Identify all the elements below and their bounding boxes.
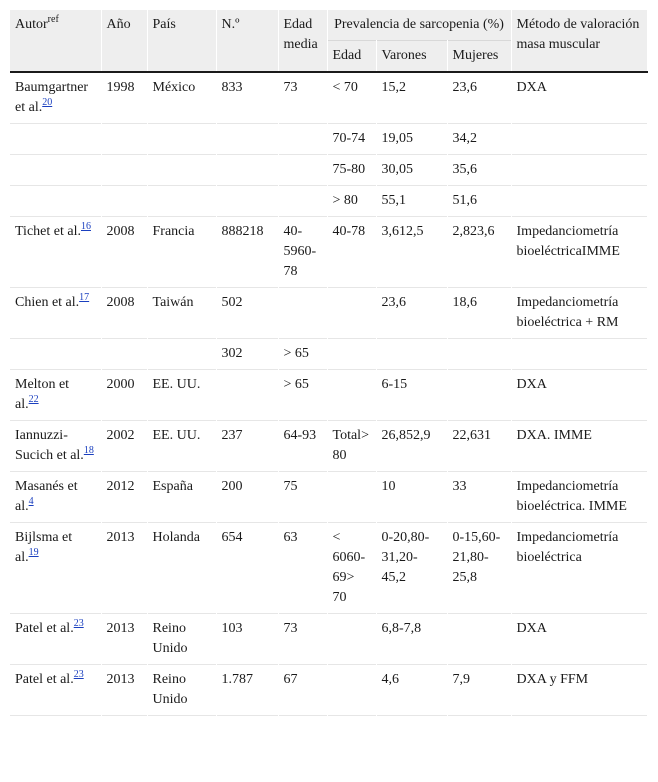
cell-varones: 4,6 (376, 665, 447, 716)
cell-pais: México (147, 72, 216, 124)
table-row (10, 155, 647, 186)
cell-mujeres: 0-15,60-21,80-25,8 (447, 523, 511, 614)
cell-mujeres (447, 370, 511, 421)
cell-varones: 26,852,9 (376, 421, 447, 472)
cell-edad-media: 73 (278, 72, 327, 124)
cell-metodo (511, 155, 647, 186)
cell-anio (101, 186, 147, 217)
cell-pais: Francia (147, 217, 216, 288)
cell-n (216, 155, 278, 186)
cell-mujeres: 18,6 (447, 288, 511, 339)
header-pais: País (147, 10, 216, 72)
cell-edad (327, 339, 376, 370)
cell-anio: 1998 (101, 72, 147, 124)
cell-varones: 30,05 (376, 155, 447, 186)
cell-edad-media: > 65 (278, 370, 327, 421)
table-row (10, 288, 647, 339)
cell-n: 654 (216, 523, 278, 614)
cell-edad-media: > 65 (278, 339, 327, 370)
cell-mujeres (447, 339, 511, 370)
table-header (10, 10, 647, 72)
cell-edad: < 6060-69> 70 (327, 523, 376, 614)
table-row (10, 186, 647, 217)
header-mujeres: Mujeres (447, 41, 511, 73)
cell-autor: Iannuzzi-Sucich et al.$^{18}$ (10, 421, 101, 472)
cell-edad: > 80 (327, 186, 376, 217)
reference-link[interactable]: 22 (28, 394, 39, 405)
table-row (10, 72, 647, 124)
sarcopenia-prevalence-table (10, 10, 648, 716)
cell-varones: 55,1 (376, 186, 447, 217)
cell-metodo (511, 339, 647, 370)
cell-metodo: DXA (511, 72, 647, 124)
cell-edad-media: 75 (278, 472, 327, 523)
cell-metodo: DXA (511, 370, 647, 421)
cell-autor (10, 155, 101, 186)
cell-n: 833 (216, 72, 278, 124)
cell-n (216, 186, 278, 217)
table-row (10, 421, 647, 472)
reference-link[interactable]: 23 (73, 618, 84, 629)
cell-metodo: DXA (511, 614, 647, 665)
cell-anio: 2002 (101, 421, 147, 472)
cell-varones (376, 339, 447, 370)
cell-n: 302 (216, 339, 278, 370)
cell-autor: Bijlsma et al.$^{19}$ (10, 523, 101, 614)
cell-pais: Holanda (147, 523, 216, 614)
cell-n (216, 124, 278, 155)
cell-pais: EE. UU. (147, 421, 216, 472)
cell-edad-media (278, 186, 327, 217)
cell-metodo (511, 186, 647, 217)
cell-mujeres: 33 (447, 472, 511, 523)
cell-metodo: Impedanciometría bioeléctrica (511, 523, 647, 614)
cell-autor (10, 339, 101, 370)
reference-link[interactable]: 4 (28, 496, 34, 507)
reference-link[interactable]: 23 (73, 669, 84, 680)
cell-edad-media: 40-5960-78 (278, 217, 327, 288)
cell-autor: Baumgartner et al.$^{20}$ (10, 72, 101, 124)
cell-mujeres: 7,9 (447, 665, 511, 716)
cell-mujeres: 35,6 (447, 155, 511, 186)
cell-metodo (511, 124, 647, 155)
table-row (10, 124, 647, 155)
cell-n: 502 (216, 288, 278, 339)
header-varones: Varones (376, 41, 447, 73)
cell-anio (101, 339, 147, 370)
cell-mujeres: 2,823,6 (447, 217, 511, 288)
cell-edad-media (278, 288, 327, 339)
cell-n: 103 (216, 614, 278, 665)
cell-anio: 2008 (101, 288, 147, 339)
cell-edad-media: 67 (278, 665, 327, 716)
header-anio: Año (101, 10, 147, 72)
cell-n: 1.787 (216, 665, 278, 716)
cell-varones: 10 (376, 472, 447, 523)
header-autor: Autor$^{ref}$ (10, 10, 101, 72)
cell-autor: Patel et al.$^{23}$ (10, 665, 101, 716)
cell-metodo: Impedanciometría bioeléctrica + RM (511, 288, 647, 339)
cell-varones: 23,6 (376, 288, 447, 339)
cell-edad-media (278, 124, 327, 155)
cell-metodo: Impedanciometría bioeléctrica. IMME (511, 472, 647, 523)
cell-varones: 6,8-7,8 (376, 614, 447, 665)
cell-autor (10, 186, 101, 217)
cell-edad-media: 64-93 (278, 421, 327, 472)
table-body (10, 72, 647, 716)
cell-anio: 2000 (101, 370, 147, 421)
cell-pais (147, 339, 216, 370)
cell-edad: < 70 (327, 72, 376, 124)
reference-link[interactable]: 16 (80, 221, 91, 232)
cell-mujeres: 34,2 (447, 124, 511, 155)
cell-pais: Taiwán (147, 288, 216, 339)
header-n: N.º (216, 10, 278, 72)
table-row (10, 339, 647, 370)
cell-mujeres: 22,631 (447, 421, 511, 472)
cell-n (216, 370, 278, 421)
cell-varones: 6-15 (376, 370, 447, 421)
cell-metodo: DXA. IMME (511, 421, 647, 472)
cell-pais: España (147, 472, 216, 523)
cell-anio: 2013 (101, 523, 147, 614)
cell-edad: 40-78 (327, 217, 376, 288)
cell-anio: 2008 (101, 217, 147, 288)
table-row (10, 217, 647, 288)
cell-varones: 0-20,80-31,20-45,2 (376, 523, 447, 614)
cell-varones: 3,612,5 (376, 217, 447, 288)
cell-edad (327, 472, 376, 523)
cell-anio: 2013 (101, 614, 147, 665)
cell-n: 200 (216, 472, 278, 523)
table-row (10, 614, 647, 665)
cell-pais (147, 186, 216, 217)
cell-edad: 75-80 (327, 155, 376, 186)
cell-edad (327, 665, 376, 716)
header-edad: Edad (327, 41, 376, 73)
cell-metodo: Impedanciometría bioeléctricaIMME (511, 217, 647, 288)
header-edad-media: Edad media (278, 10, 327, 72)
cell-edad (327, 370, 376, 421)
cell-autor: Masanés et al.$^4$ (10, 472, 101, 523)
cell-pais (147, 155, 216, 186)
cell-autor (10, 124, 101, 155)
cell-mujeres: 51,6 (447, 186, 511, 217)
cell-mujeres: 23,6 (447, 72, 511, 124)
cell-varones: 15,2 (376, 72, 447, 124)
reference-link[interactable]: 20 (42, 97, 53, 108)
reference-link[interactable]: 17 (79, 292, 90, 303)
cell-anio (101, 155, 147, 186)
cell-edad-media: 73 (278, 614, 327, 665)
table-row (10, 370, 647, 421)
reference-link[interactable]: 18 (83, 445, 94, 456)
cell-edad: Total> 80 (327, 421, 376, 472)
cell-autor: Melton et al.$^{22}$ (10, 370, 101, 421)
cell-edad-media (278, 155, 327, 186)
table-row (10, 665, 647, 716)
cell-edad (327, 614, 376, 665)
cell-pais: Reino Unido (147, 614, 216, 665)
cell-pais (147, 124, 216, 155)
cell-autor: Chien et al.$^{17}$ (10, 288, 101, 339)
cell-varones: 19,05 (376, 124, 447, 155)
cell-n: 888218 (216, 217, 278, 288)
cell-pais: EE. UU. (147, 370, 216, 421)
header-prevalencia: Prevalencia de sarcopenia (%) (327, 10, 511, 41)
reference-link[interactable]: 19 (28, 547, 39, 558)
table-row (10, 472, 647, 523)
cell-edad-media: 63 (278, 523, 327, 614)
cell-anio: 2013 (101, 665, 147, 716)
cell-pais: Reino Unido (147, 665, 216, 716)
cell-mujeres (447, 614, 511, 665)
cell-autor: Tichet et al.$^{16}$ (10, 217, 101, 288)
cell-n: 237 (216, 421, 278, 472)
cell-edad (327, 288, 376, 339)
table-row (10, 523, 647, 614)
header-metodo: Método de valoración masa muscular (511, 10, 647, 72)
cell-autor: Patel et al.$^{23}$ (10, 614, 101, 665)
cell-anio: 2012 (101, 472, 147, 523)
cell-metodo: DXA y FFM (511, 665, 647, 716)
cell-edad: 70-74 (327, 124, 376, 155)
cell-anio (101, 124, 147, 155)
